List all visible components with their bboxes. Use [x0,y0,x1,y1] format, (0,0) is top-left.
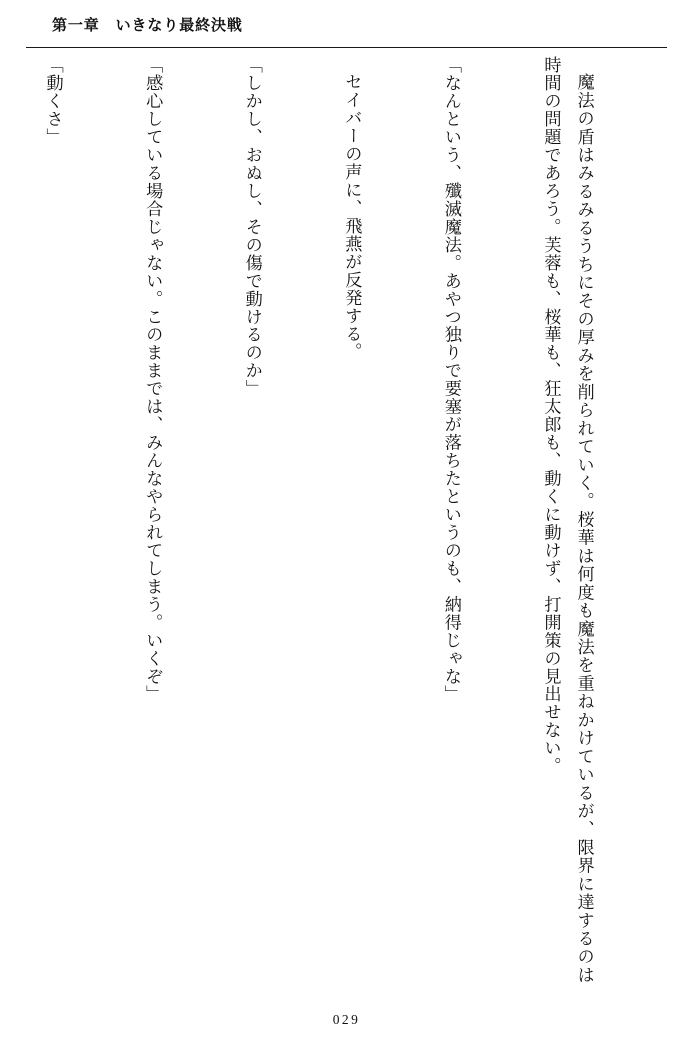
paragraph: 「動くさ」 [43,56,63,146]
running-head: 第一章 いきなり最終決戦 [52,18,243,34]
paragraph: 「感心している場合じゃない。このままでは、みんなやられてしまう。いくぞ」 [143,56,163,704]
page-number: 029 [332,1012,361,1027]
paragraph: セイバーの声に、飛燕が反発する。 [342,73,362,361]
header-divider [26,47,667,48]
page-header [0,14,693,48]
vertical-text-block [26,56,667,984]
paragraph: 「なんという、殲滅魔法。あやつ独りで要塞が落ちたというのも、納得じゃな」 [441,56,461,704]
paragraph: 魔法の盾はみるみるうちにその厚みを削られていく。桜華は何度も魔法を重ねかけているが、限界に達するのは時間の問題であろう。芙蓉も、桜華も、狂太郎も、動くに動けず、打開策の見出せない。 [541,56,594,984]
body-text-area [26,56,667,984]
paragraph: 「しかし、おぬし、その傷で動けるのか」 [242,56,262,398]
